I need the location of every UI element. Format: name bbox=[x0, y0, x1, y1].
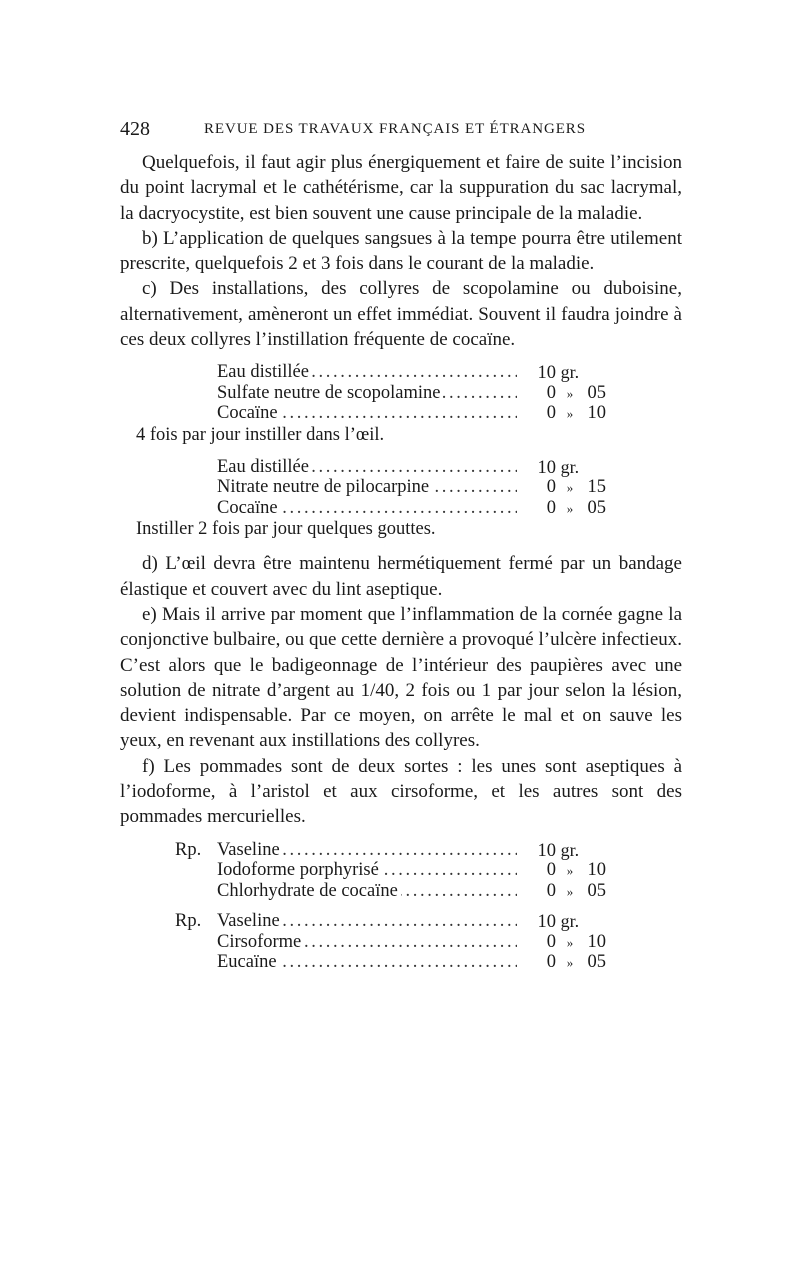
quantity-separator: » bbox=[566, 883, 574, 899]
formula-row bbox=[120, 457, 682, 478]
formula-instruction: 4 fois par jour instiller dans l’œil. bbox=[136, 424, 385, 445]
quantity-whole: 10 bbox=[537, 912, 556, 933]
formula-iodoforme bbox=[120, 840, 682, 902]
ingredient-name: Iodoforme porphyrisé bbox=[217, 860, 382, 880]
formula-row bbox=[120, 362, 682, 383]
quantity-separator: » bbox=[566, 406, 574, 422]
quantity-whole: 0 bbox=[546, 931, 556, 952]
quantity-fraction: 10 bbox=[587, 860, 606, 881]
quantity-unit: gr. bbox=[560, 362, 580, 383]
formula-row bbox=[120, 952, 682, 973]
paragraph-d: d) L’œil devra être maintenu hermétiquement fermé par un bandage élastique et couvert avec du lint aseptique. bbox=[120, 553, 682, 600]
formula-row bbox=[120, 881, 682, 902]
paragraph-b: b) L’application de quelques sangsues à la tempe pourra être utilement prescrite, quelquefois 2 et 3 fois dans le courant de la maladie. bbox=[120, 227, 682, 275]
ingredient-name: Eucaïne bbox=[217, 952, 280, 972]
formula-row bbox=[120, 498, 682, 519]
formula-scopolamine bbox=[120, 362, 682, 447]
recipe-mark: Rp. bbox=[175, 839, 202, 860]
quantity-unit: gr. bbox=[560, 456, 580, 477]
formula-cirsoforme bbox=[120, 911, 682, 973]
quantity-fraction: 05 bbox=[587, 880, 606, 901]
paragraph-c: c) Des installations, des collyres de scopolamine ou duboisine, alternativement, amèneront un effet immédiat. Souvent il faudra joindre à ces deux collyres l’instillation fréquente de cocaïne. bbox=[120, 278, 682, 351]
quantity-whole: 0 bbox=[546, 497, 556, 518]
quantity-unit: gr. bbox=[560, 911, 580, 932]
quantity-whole: 0 bbox=[546, 952, 556, 973]
paragraph-f: f) Les pommades sont de deux sortes : les unes sont aseptiques à l’iodoforme, à l’aristol et aux cirsoforme, et les autres sont des pommades mercurielles. bbox=[120, 755, 682, 828]
quantity-whole: 0 bbox=[546, 403, 556, 424]
running-header bbox=[120, 118, 682, 142]
formula-row bbox=[120, 860, 682, 881]
formula-row bbox=[120, 383, 682, 404]
quantity-separator: » bbox=[566, 955, 574, 971]
quantity-fraction: 05 bbox=[587, 952, 606, 973]
formula-pilocarpine bbox=[120, 457, 682, 542]
formula-row bbox=[120, 477, 682, 498]
quantity-unit: gr. bbox=[560, 839, 580, 860]
page-body bbox=[120, 150, 682, 983]
quantity-separator: » bbox=[566, 480, 574, 496]
quantity-separator: » bbox=[566, 934, 574, 950]
quantity-whole: 0 bbox=[546, 880, 556, 901]
quantity-whole: 0 bbox=[546, 477, 556, 498]
ingredient-name: Vaseline bbox=[217, 840, 283, 860]
formula-row bbox=[120, 911, 682, 932]
ingredient-name: Nitrate neutre de pilocarpine bbox=[217, 477, 432, 497]
quantity-fraction: 15 bbox=[587, 477, 606, 498]
ingredient-name: Eau distillée bbox=[217, 457, 312, 477]
quantity-separator: » bbox=[566, 863, 574, 879]
quantity-whole: 10 bbox=[537, 457, 556, 478]
ingredient-name: Chlorhydrate de cocaïne bbox=[217, 881, 401, 901]
ingredient-name: Cirsoforme bbox=[217, 932, 304, 952]
quantity-fraction: 05 bbox=[587, 497, 606, 518]
quantity-separator: » bbox=[566, 385, 574, 401]
quantity-whole: 0 bbox=[546, 382, 556, 403]
ingredient-name: Cocaïne bbox=[217, 403, 281, 423]
quantity-whole: 0 bbox=[546, 860, 556, 881]
formula-row bbox=[120, 840, 682, 861]
formula-row bbox=[120, 932, 682, 953]
paragraph-e: e) Mais il arrive par moment que l’inflammation de la cornée gagne la conjonctive bulbaire, ou que cette dernière a provoqué l’ulcère infectieux. C’est alors que le badigeonnage de l’intérieur des paupières avec une solution de nitrate d’argent au 1/40, 2 fois ou 1 par jour selon la lésion, devient indispensable. Par ce moyen, on arrête le mal et on sauve les yeux, en revenant aux instillations des collyres. bbox=[120, 603, 682, 752]
quantity-separator: » bbox=[566, 500, 574, 516]
recipe-mark: Rp. bbox=[175, 911, 202, 932]
paragraph-a: Quelquefois, il faut agir plus énergiquement et faire de suite l’incision du point lacrymal et le cathétérisme, car la suppuration du sac lacrymal, la dacryocystite, est bien souvent une cause principale de la maladie. bbox=[120, 152, 682, 224]
quantity-whole: 10 bbox=[537, 363, 556, 384]
quantity-fraction: 10 bbox=[587, 403, 606, 424]
ingredient-name: Eau distillée bbox=[217, 362, 312, 382]
quantity-fraction: 05 bbox=[587, 382, 606, 403]
ingredient-name: Vaseline bbox=[217, 911, 283, 931]
quantity-whole: 10 bbox=[537, 840, 556, 861]
formula-instruction: Instiller 2 fois par jour quelques gouttes. bbox=[136, 519, 436, 540]
quantity-fraction: 10 bbox=[587, 931, 606, 952]
page-number: 428 bbox=[120, 118, 150, 140]
ingredient-name: Sulfate neutre de scopolamine bbox=[217, 383, 443, 403]
running-title: REVUE DES TRAVAUX FRANÇAIS ET ÉTRANGERS bbox=[204, 121, 586, 137]
ingredient-name: Cocaïne bbox=[217, 498, 281, 518]
formula-row bbox=[120, 403, 682, 424]
